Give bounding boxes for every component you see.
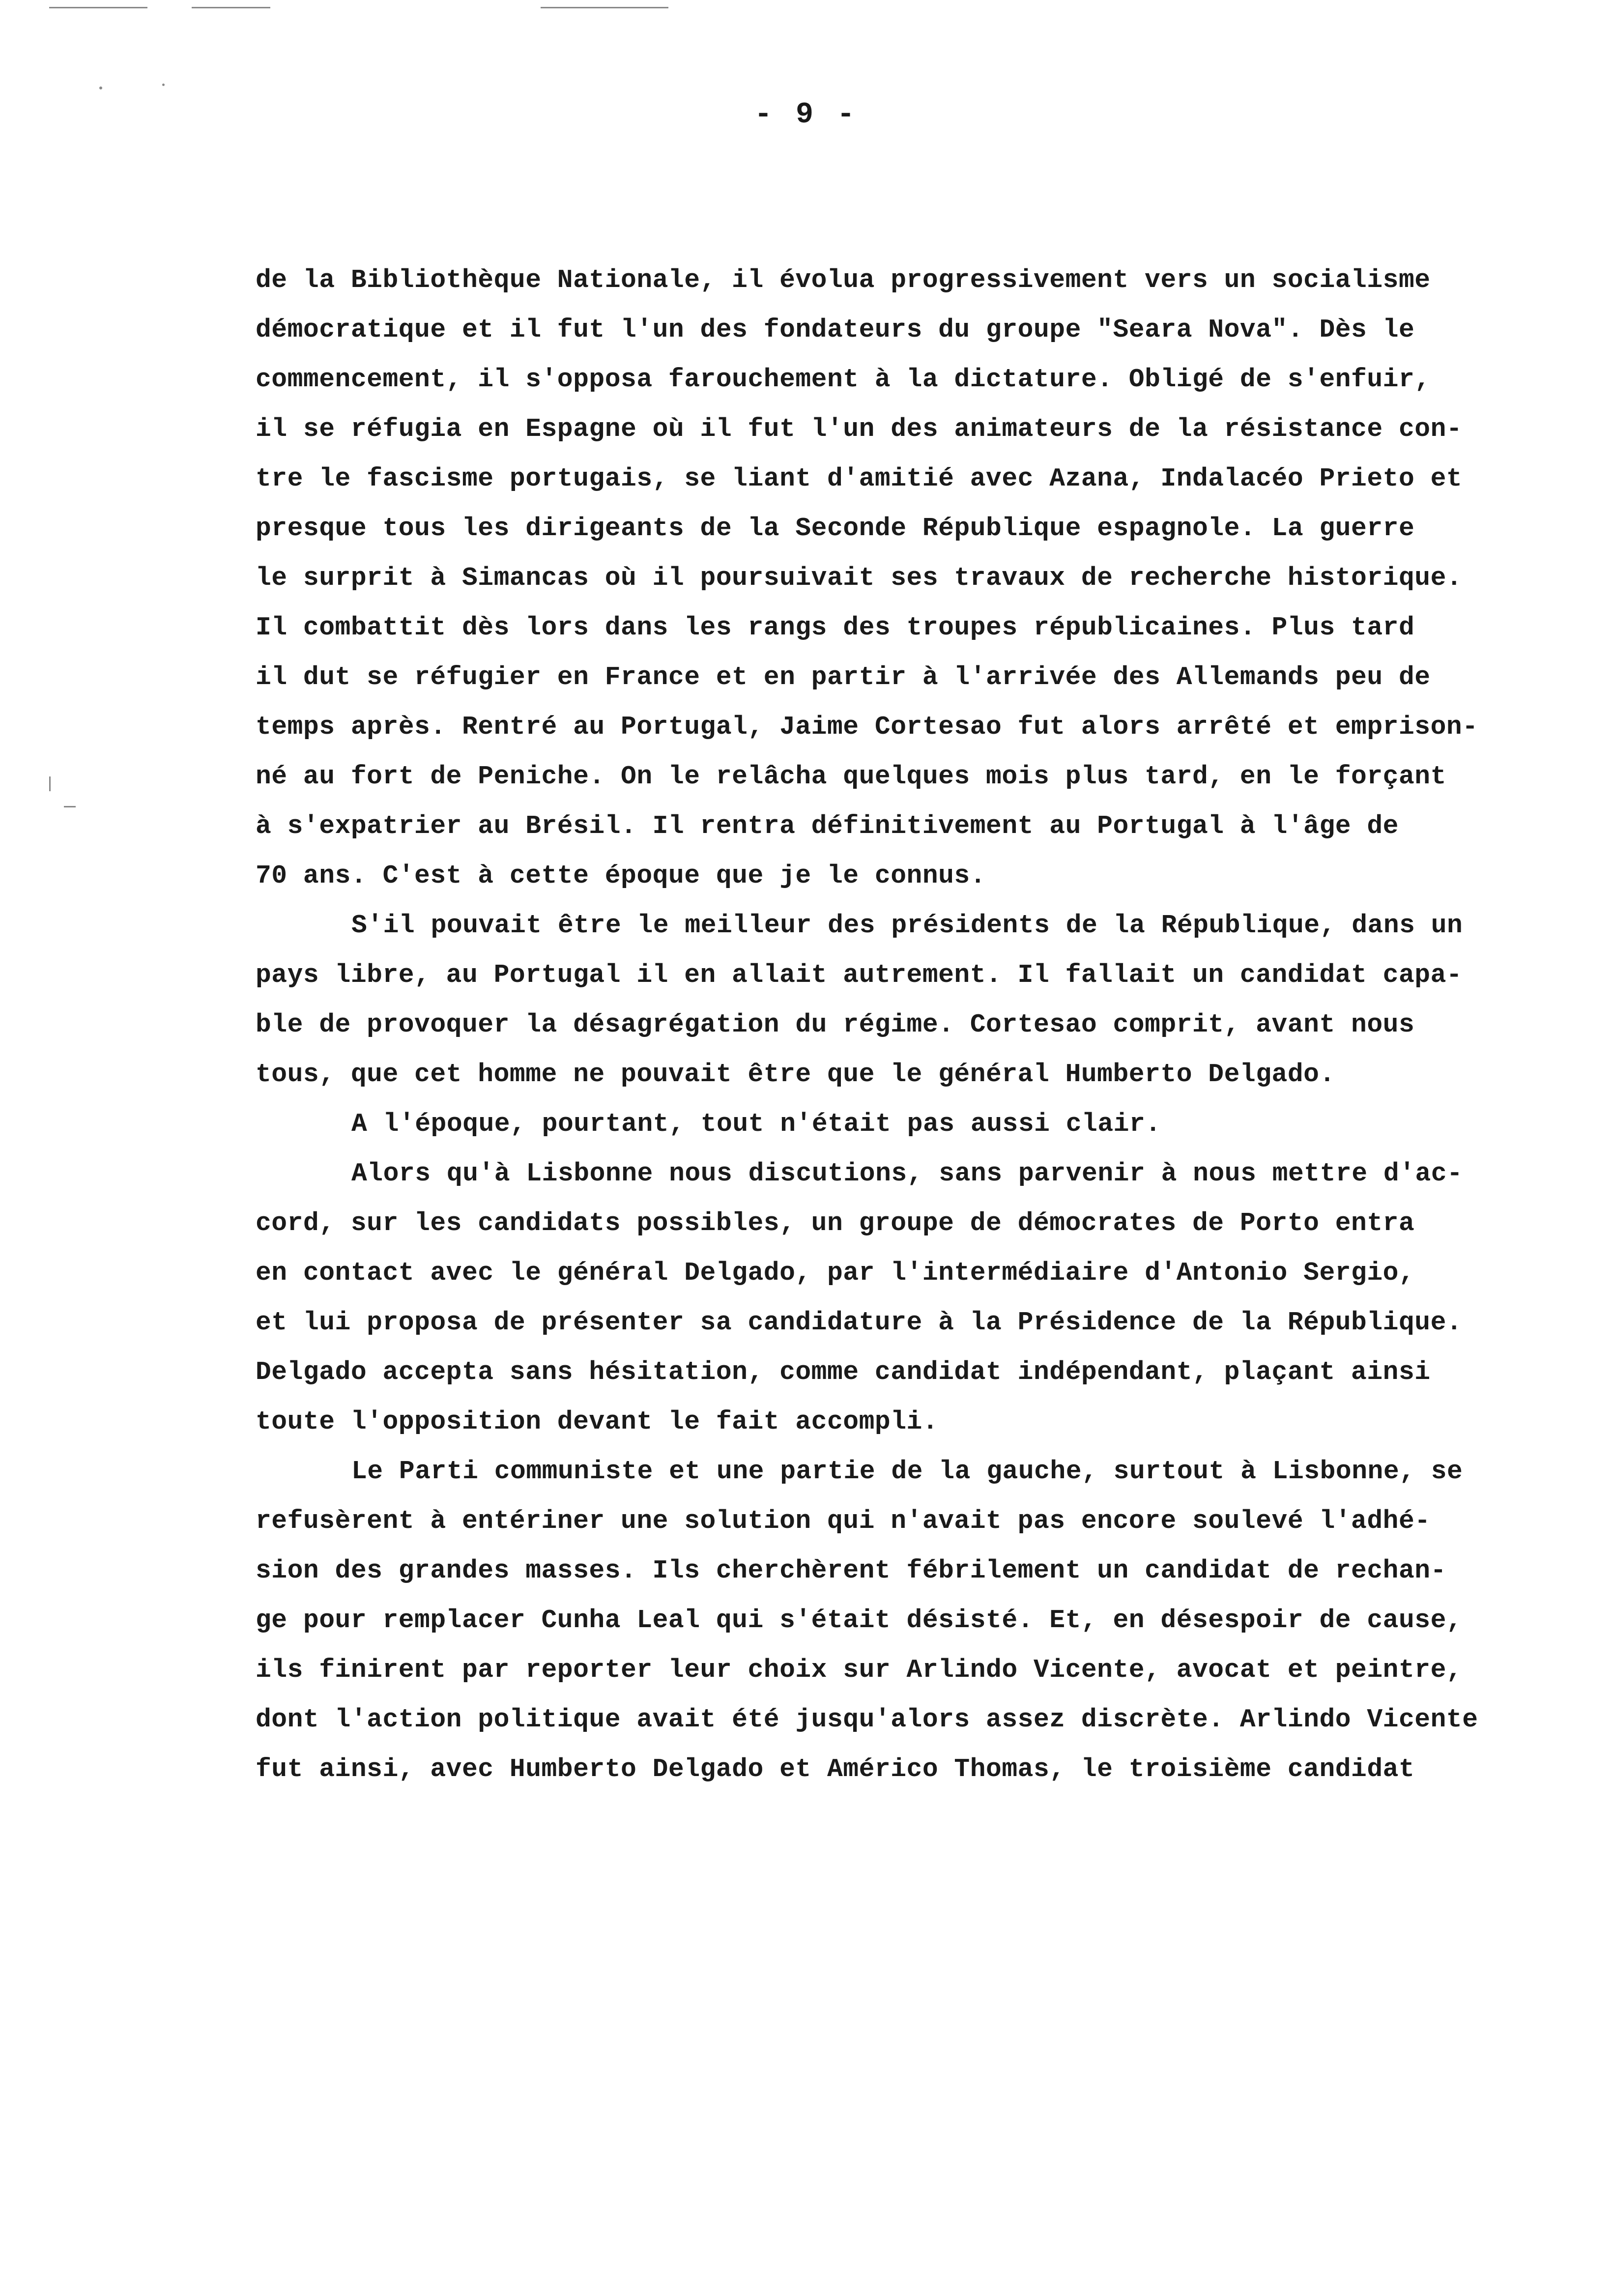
- text-line: refusèrent à entériner une solution qui n'avait pas encore soulevé l'adhé-: [256, 1506, 1431, 1536]
- text-line: 70 ans. C'est à cette époque que je le connus.: [256, 861, 986, 890]
- text-line: sion des grandes masses. Ils cherchèrent fébrilement un candidat de rechan-: [256, 1556, 1446, 1585]
- scan-artifact: [162, 84, 165, 86]
- text-line: ils finirent par reporter leur choix sur Arlindo Vicente, avocat et peintre,: [256, 1655, 1463, 1685]
- text-line: Il combattit dès lors dans les rangs des troupes républicaines. Plus tard: [256, 613, 1415, 642]
- text-line: A l'époque, pourtant, tout n'était pas aussi clair.: [351, 1109, 1161, 1139]
- text-line: il dut se réfugier en France et en partir à l'arrivée des Allemands peu de: [256, 662, 1431, 692]
- text-line: Le Parti communiste et une partie de la gauche, surtout à Lisbonne, se: [351, 1457, 1463, 1486]
- text-line: né au fort de Peniche. On le relâcha quelques mois plus tard, en le forçant: [256, 762, 1446, 791]
- text-line: de la Bibliothèque Nationale, il évolua progressivement vers un socialisme: [256, 265, 1431, 295]
- text-line: pays libre, au Portugal il en allait autrement. Il fallait un candidat capa-: [256, 960, 1463, 990]
- text-line: tous, que cet homme ne pouvait être que le général Humberto Delgado.: [256, 1060, 1335, 1089]
- text-line: fut ainsi, avec Humberto Delgado et Américo Thomas, le troisième candidat: [256, 1754, 1415, 1784]
- text-line: S'il pouvait être le meilleur des présidents de la République, dans un: [351, 911, 1463, 940]
- text-line: ge pour remplacer Cunha Leal qui s'était désisté. Et, en désespoir de cause,: [256, 1606, 1463, 1635]
- text-line: en contact avec le général Delgado, par l'intermédiaire d'Antonio Sergio,: [256, 1258, 1415, 1288]
- text-line: il se réfugia en Espagne où il fut l'un des animateurs de la résistance con-: [256, 414, 1463, 444]
- text-line: presque tous les dirigeants de la Seconde République espagnole. La guerre: [256, 514, 1415, 543]
- text-line: Delgado accepta sans hésitation, comme candidat indépendant, plaçant ainsi: [256, 1357, 1431, 1387]
- text-line: cord, sur les candidats possibles, un groupe de démocrates de Porto entra: [256, 1208, 1415, 1238]
- text-line: toute l'opposition devant le fait accompli.: [256, 1407, 939, 1436]
- scan-artifact: [49, 776, 51, 791]
- text-line: démocratique et il fut l'un des fondateurs du groupe "Seara Nova". Dès le: [256, 315, 1415, 344]
- scan-artifact: [49, 7, 147, 8]
- text-line: tre le fascisme portugais, se liant d'amitié avec Azana, Indalacéo Prieto et: [256, 464, 1463, 493]
- scan-artifact: [99, 86, 102, 89]
- text-line: Alors qu'à Lisbonne nous discutions, sans parvenir à nous mettre d'ac-: [351, 1159, 1463, 1188]
- scan-artifact: [64, 806, 76, 807]
- text-line: commencement, il s'opposa farouchement à la dictature. Obligé de s'enfuir,: [256, 365, 1431, 394]
- text-line: le surprit à Simancas où il poursuivait ses travaux de recherche historique.: [256, 563, 1463, 593]
- scan-artifact: [541, 7, 668, 8]
- text-line: temps après. Rentré au Portugal, Jaime Cortesao fut alors arrêté et emprison-: [256, 712, 1478, 742]
- text-line: et lui proposa de présenter sa candidature à la Présidence de la République.: [256, 1308, 1463, 1337]
- page-number: - 9 -: [754, 98, 858, 132]
- text-line: à s'expatrier au Brésil. Il rentra définitivement au Portugal à l'âge de: [256, 811, 1399, 841]
- text-line: ble de provoquer la désagrégation du régime. Cortesao comprit, avant nous: [256, 1010, 1415, 1039]
- scan-artifact: [192, 7, 270, 8]
- body-text: [256, 256, 1583, 1794]
- text-line: dont l'action politique avait été jusqu'alors assez discrète. Arlindo Vicente: [256, 1705, 1478, 1734]
